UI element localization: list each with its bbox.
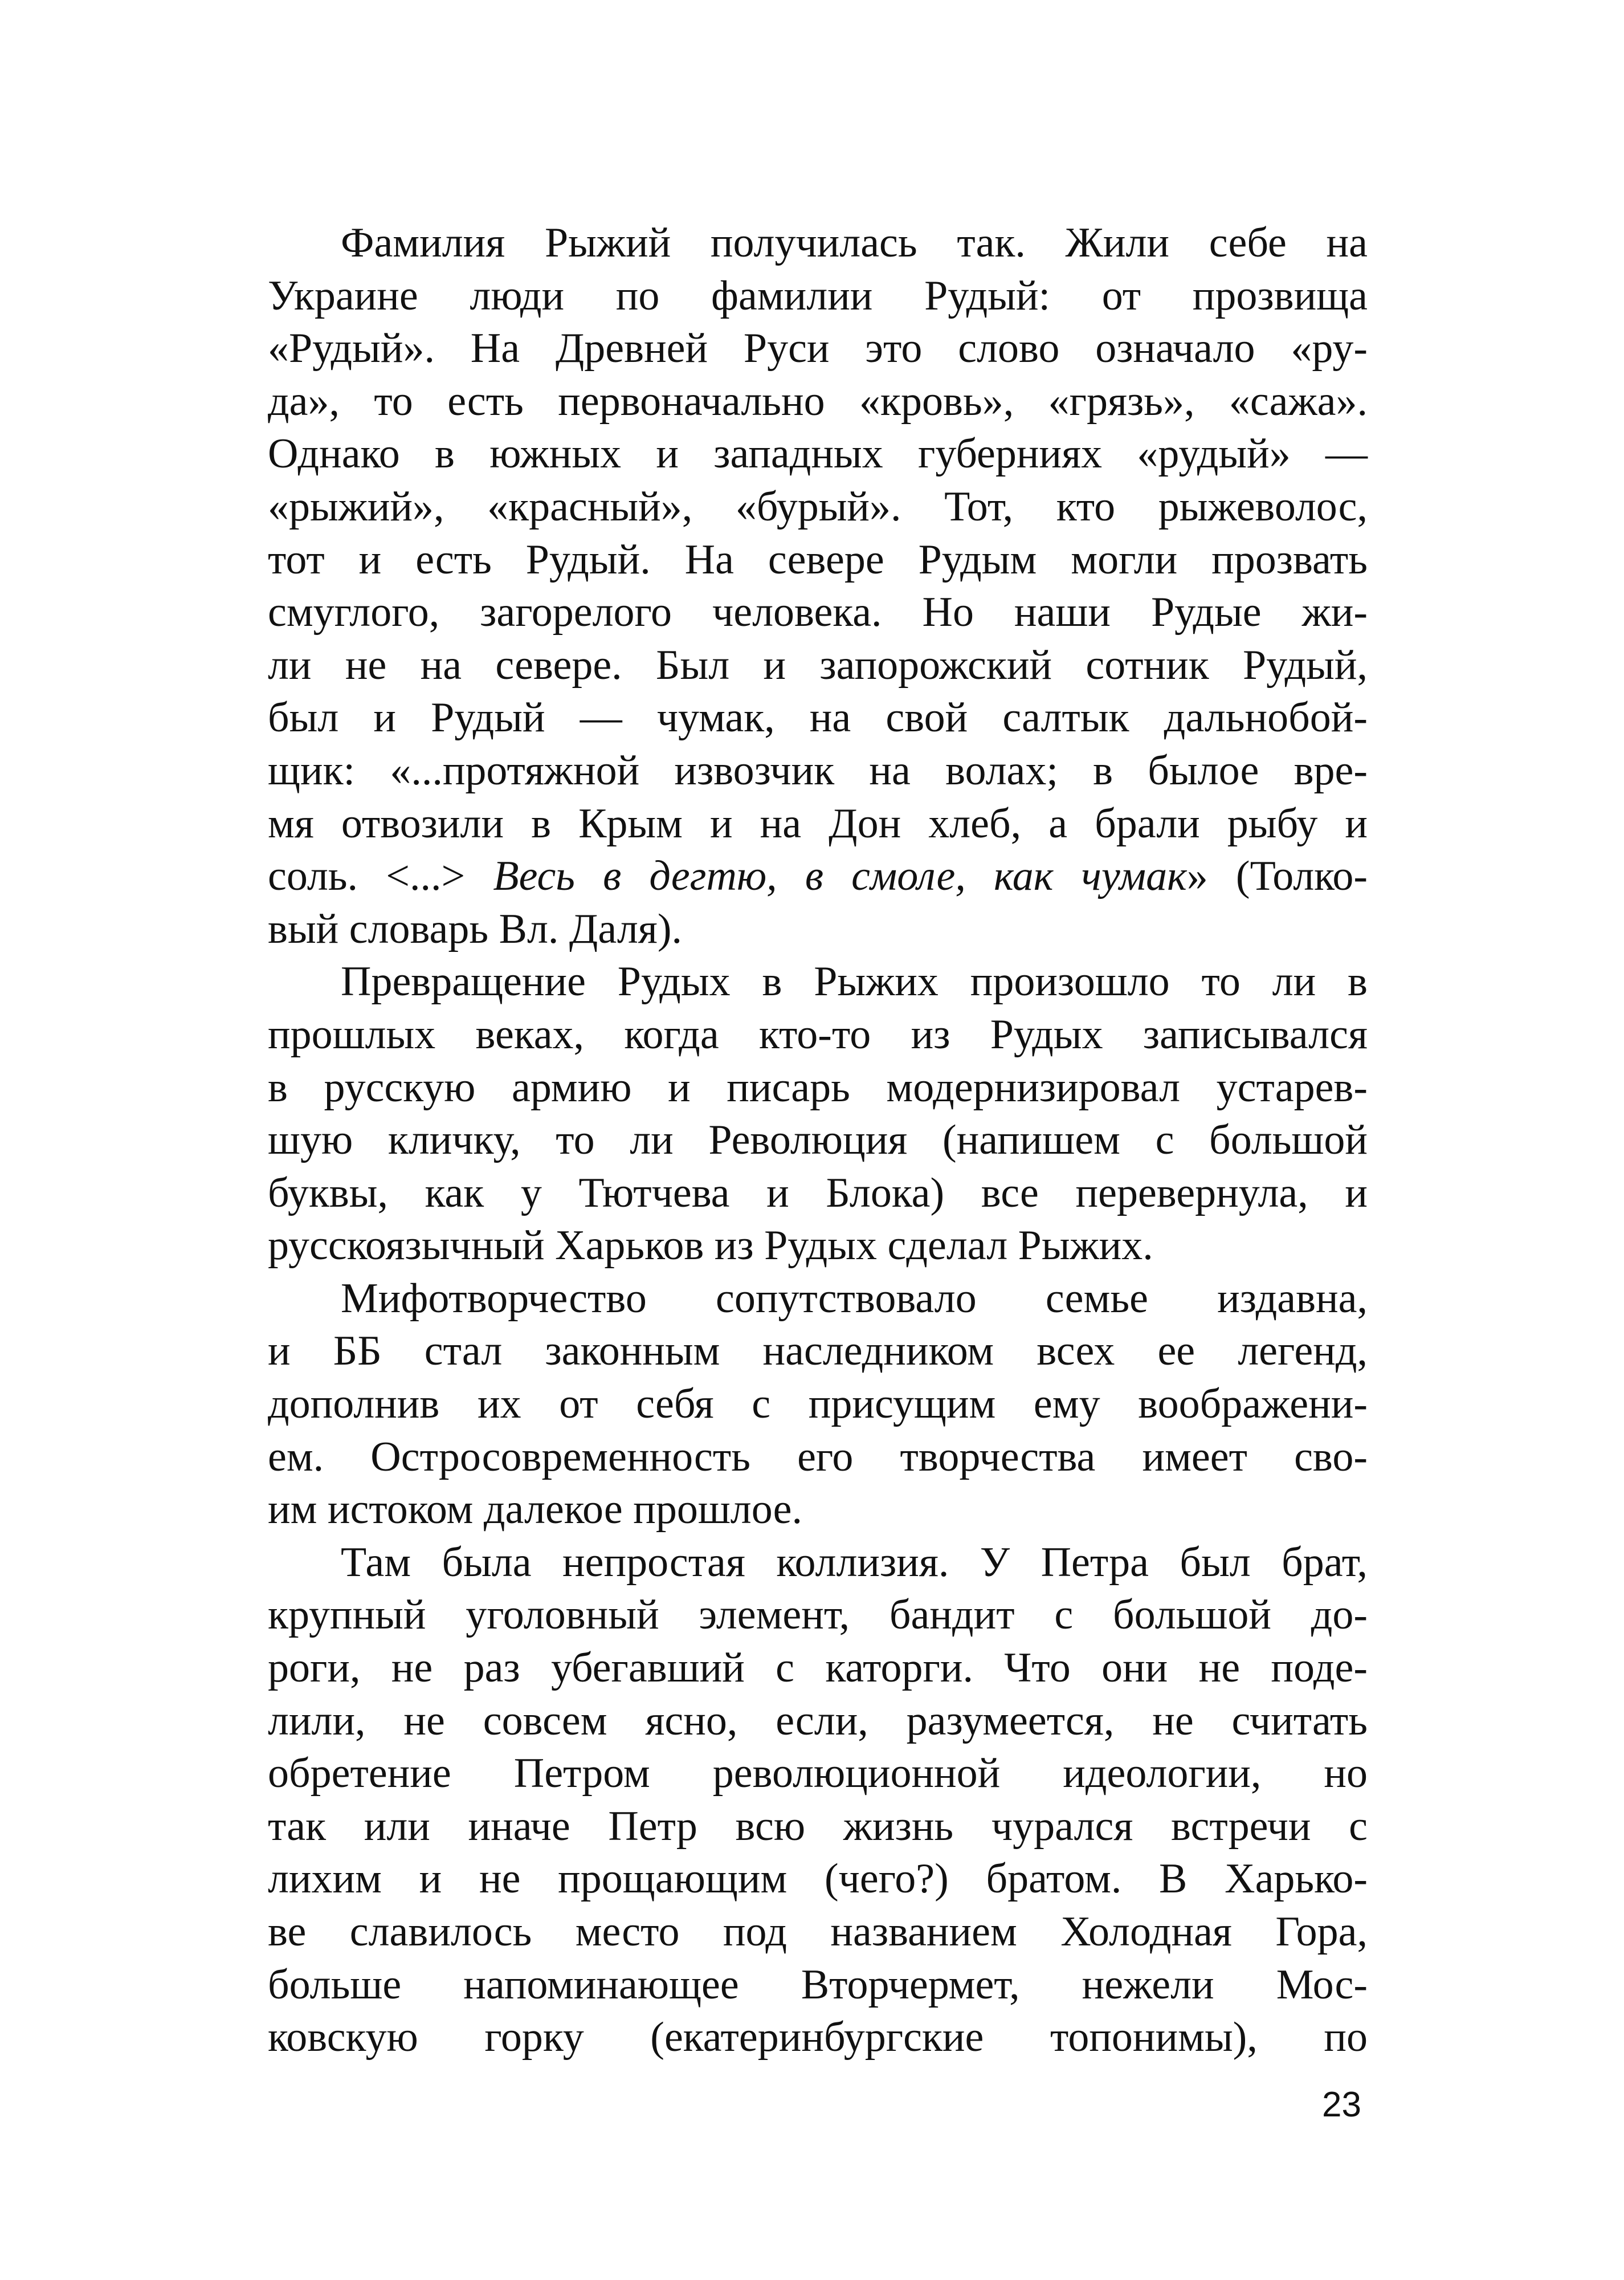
text-line: обретение Петром революционной идеологии, но [268, 1750, 1368, 1797]
text-line-with-quote [268, 850, 1368, 903]
text-line: ве славилось место под названием Холодная Гора, [268, 1908, 1368, 1955]
text-line: ли не на севере. Был и запорожский сотник Рудый, [268, 641, 1368, 689]
text-line: тот и есть Рудый. На севере Рудым могли прозвать [268, 536, 1368, 583]
text-line: русскоязычный Харьков из Рудых сделал Рыжих. [268, 1222, 1153, 1269]
text-line: крупный уголовный элемент, бандит с большой до- [268, 1591, 1368, 1639]
text-line: и ББ стал законным наследником всех ее легенд, [268, 1328, 1368, 1375]
text-line: лихим и не прощающим (чего?) братом. В Харько- [268, 1855, 1368, 1903]
text-line: Однако в южных и западных губерниях «рудый» — [268, 430, 1368, 478]
page-number: 23 [1322, 2085, 1361, 2124]
text-fragment: » (Толко- [1186, 853, 1368, 900]
text-line: шую кличку, то ли Революция (напишем с большой [268, 1117, 1368, 1164]
text-line: Фамилия Рыжий получилась так. Жили себе на [341, 219, 1368, 266]
text-line: им истоком далекое прошлое. [268, 1486, 802, 1533]
text-line: ем. Остросовременность его творчества имеет сво- [268, 1433, 1368, 1480]
text-line: мя отвозили в Крым и на Дон хлеб, а брали рыбу и [268, 800, 1368, 847]
text-line: щик: «...протяжной извозчик на волах; в былое вре- [268, 747, 1368, 794]
text-line: Мифотворчество сопутствовало семье издавна, [341, 1275, 1368, 1322]
text-line: Там была непростая коллизия. У Петра был брат, [341, 1538, 1368, 1586]
text-fragment: соль. <...> [268, 853, 493, 900]
text-line: «Рудый». На Древней Руси это слово означало «ру- [268, 325, 1368, 372]
body-text [268, 217, 1368, 2064]
text-line: Украине люди по фамилии Рудый: от прозвища [268, 272, 1368, 319]
text-line: вый словарь Вл. Даля). [268, 905, 682, 952]
text-line: «рыжий», «красный», «бурый». Тот, кто рыжеволос, [268, 483, 1368, 530]
text-line: лили, не совсем ясно, если, разумеется, не считать [268, 1697, 1368, 1744]
text-line: прошлых веках, когда кто-то из Рудых записывался [268, 1011, 1368, 1058]
italic-quote: Весь в дегтю, в смоле, как чумак [493, 853, 1187, 900]
text-line: буквы, как у Тютчева и Блока) все перевернула, и [268, 1169, 1368, 1216]
text-line: в русскую армию и писарь модернизировал устарев- [268, 1064, 1368, 1111]
text-line: так или иначе Петр всю жизнь чурался встречи с [268, 1802, 1368, 1850]
text-line: да», то есть первоначально «кровь», «грязь», «сажа». [268, 377, 1368, 425]
text-line: роги, не раз убегавший с каторги. Что они не поде- [268, 1644, 1368, 1692]
text-line: дополнив их от себя с присущим ему воображени- [268, 1381, 1368, 1428]
text-line: был и Рудый — чумак, на свой салтык дальнобой- [268, 694, 1368, 742]
text-line: смуглого, загорелого человека. Но наши Рудые жи- [268, 589, 1368, 636]
text-line: больше напоминающее Вторчермет, нежели Мос- [268, 1961, 1368, 2008]
text-line: Превращение Рудых в Рыжих произошло то ли в [341, 958, 1368, 1005]
text-line: ковскую горку (екатеринбургские топонимы), по [268, 2014, 1368, 2061]
